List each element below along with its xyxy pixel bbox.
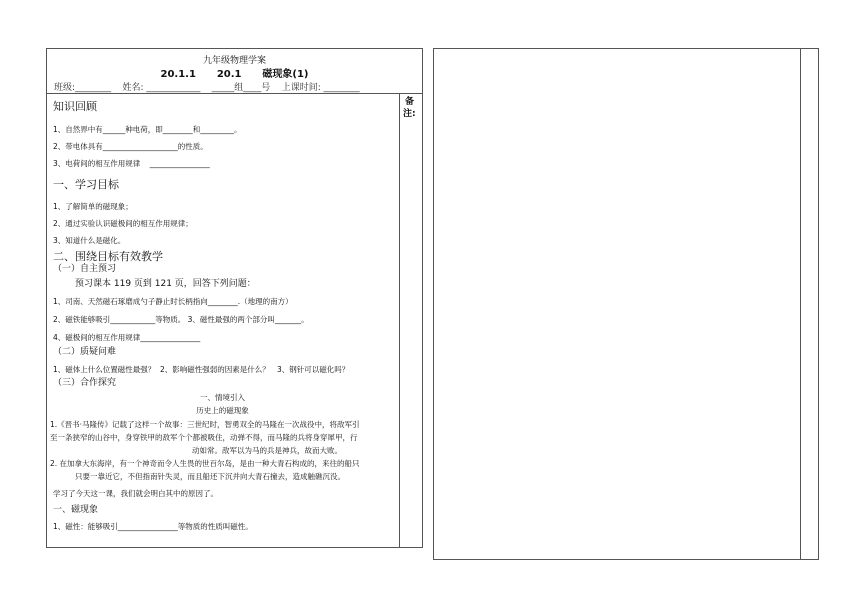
story-title: 历史上的磁现象 bbox=[196, 406, 249, 415]
explore-subheading: 一、情境引入 bbox=[200, 393, 245, 402]
right-notes-divider bbox=[800, 48, 801, 560]
notes-label-top: 备 bbox=[405, 97, 415, 107]
questions-heading: （二）质疑问难 bbox=[53, 347, 117, 357]
review-heading: 知识回顾 bbox=[53, 100, 97, 113]
goals-heading: 一、学习目标 bbox=[53, 178, 119, 191]
story2-line1: 2. 在加拿大东海岸，有一个神奇而令人生畏的世百尔岛，是由一种大青石构成的，来往的船只 bbox=[50, 459, 360, 468]
goal-item-1: 1、了解简单的磁现象； bbox=[53, 202, 133, 211]
magnetism-item-1: 1、磁性：能够吸引________________等物质的性质叫磁性。 bbox=[53, 522, 253, 531]
lesson-title: 20.1.1 20.1 磁现象(1) bbox=[160, 69, 309, 80]
story2-line2: 只要一靠近它，不但指南针失灵，而且船还下沉并向大青石撞去，造成触礁沉没。 bbox=[75, 472, 345, 481]
notes-column-divider bbox=[399, 93, 400, 548]
questions-text: 1、磁体上什么位置磁性最强？ 2、影响磁性强弱的因素是什么？ 3、钢针可以磁化吗？ bbox=[53, 365, 350, 374]
preview-item-1: 1、司南、天然磁石琢磨成勺子静止时长柄指向________.（地理的南方） bbox=[53, 297, 293, 306]
review-item-3: 3、电荷间的相互作用规律 ________________ bbox=[53, 159, 210, 168]
goal-item-3: 3、知道什么是磁化。 bbox=[53, 236, 126, 245]
explore-heading: （三）合作探究 bbox=[53, 378, 117, 388]
review-item-1: 1、自然界中有______种电荷，即________和_________。 bbox=[53, 125, 242, 134]
preview-item-2: 2、磁铁能够吸引____________等物质。 3、磁性最强的两个部分叫_______。 bbox=[53, 315, 309, 324]
notes-label-bottom: 注: bbox=[403, 109, 416, 119]
story1-line1: 1.《晋书·马隆传》记载了这样一个故事：三世纪时，智勇双全的马隆在一次战役中，将敌军引 bbox=[50, 420, 360, 429]
preview-intro: 预习课本 119 页到 121 页，回答下列问题： bbox=[75, 279, 256, 289]
teaching-heading: 二、围绕目标有效教学 bbox=[53, 250, 163, 263]
header-divider bbox=[46, 93, 423, 94]
review-item-2: 2、带电体具有____________________的性质。 bbox=[53, 142, 208, 151]
preview-item-3: 4、磁极间的相互作用规律________________ bbox=[53, 333, 201, 342]
story1-line3: 动如常。敌军以为马的兵是神兵，故而大败。 bbox=[192, 446, 342, 455]
story1-line2: 至一条狭窄的山谷中，身穿铁甲的敌军个个都被吸住，动弹不得，而马隆的兵将身穿犀甲，行 bbox=[50, 433, 358, 442]
goal-item-2: 2、通过实验认识磁极间的相互作用规律； bbox=[53, 219, 193, 228]
right-page-frame bbox=[433, 48, 819, 560]
conclusion-text: 学习了今天这一课，我们就会明白其中的原因了。 bbox=[53, 489, 218, 498]
preview-heading: （一）自主预习 bbox=[53, 264, 117, 274]
student-info-line: 班级:________ 姓名: ____________ _____组____号 上课时间: ________ bbox=[54, 83, 360, 93]
magnetism-heading: 一、磁现象 bbox=[53, 505, 99, 515]
doc-title: 九年级物理学案 bbox=[202, 56, 266, 66]
